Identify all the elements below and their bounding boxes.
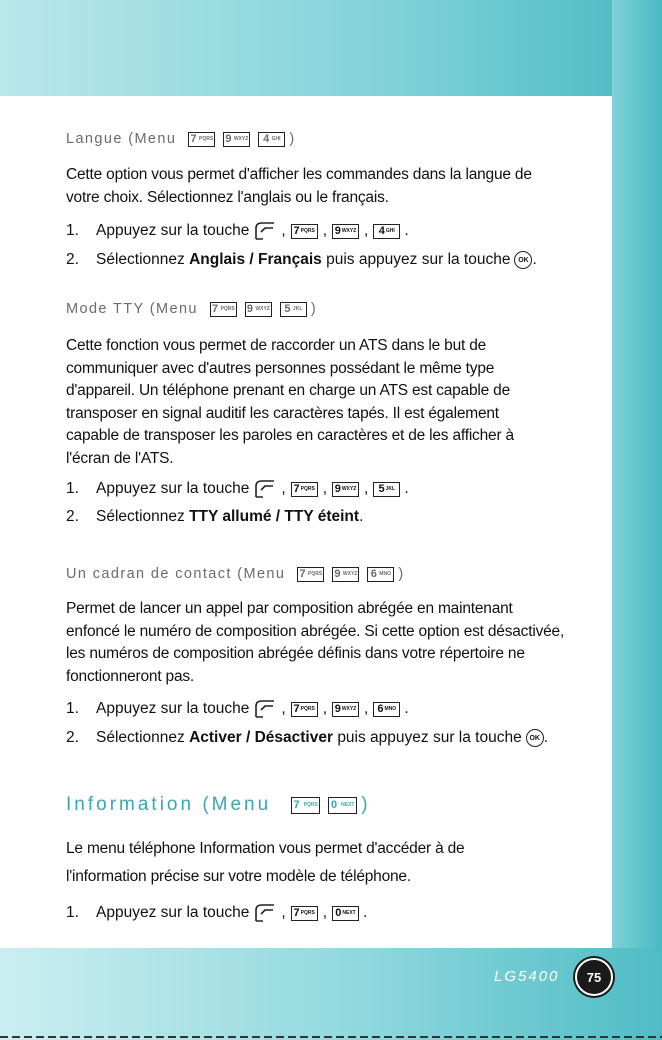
option-activer: Activer xyxy=(189,729,242,746)
step-text: . xyxy=(359,508,364,525)
key-digit: 5 xyxy=(284,302,292,315)
option-tty-on: TTY allumé xyxy=(189,508,272,525)
key-digit: 7 xyxy=(190,132,198,145)
key-6 xyxy=(373,702,400,717)
step-text: Appuyez sur la touche xyxy=(96,480,250,497)
step-text: Sélectionnez xyxy=(96,251,185,268)
key-letters: PQRS xyxy=(220,305,235,312)
step-number: 1. xyxy=(66,222,79,239)
key-9 xyxy=(332,567,359,582)
bottom-dashed-line xyxy=(0,1036,662,1038)
key-letters: GHI xyxy=(271,135,281,142)
heading-text: Un cadran de contact (Menu xyxy=(66,566,286,582)
key-4 xyxy=(258,132,285,147)
option-desactiver: Désactiver xyxy=(254,729,333,746)
step-text: Sélectionnez xyxy=(96,729,185,746)
paragraph-line: capable de transposer les paroles en caractères et de les afficher à xyxy=(66,427,514,445)
menu-key-icon xyxy=(252,478,278,500)
key-digit: 9 xyxy=(334,567,342,580)
step-text: puis appuyez sur la touche xyxy=(326,251,511,268)
menu-key-icon xyxy=(252,220,278,242)
section-paragraph-langue xyxy=(66,164,606,209)
paragraph-line: votre choix. Sélectionnez l'anglais ou le français. xyxy=(66,188,389,206)
menu-key-icon xyxy=(252,902,278,924)
paragraph-line: d'appareil. Un téléphone prenant en charge un ATS est capable de xyxy=(66,382,511,400)
section-paragraph-information xyxy=(66,835,606,891)
right-banner xyxy=(612,0,662,1040)
paragraph-line: Permet de lancer un appel par composition abrégée en maintenant xyxy=(66,600,513,617)
key-digit: 9 xyxy=(334,482,341,495)
key-digit: 4 xyxy=(263,132,271,145)
key-letters: WXYZ xyxy=(341,705,357,712)
step-1-information: 1. Appuyez sur la touche , 7 PQRS , 0 NEXT . xyxy=(66,902,367,924)
key-letters: WXYZ xyxy=(341,485,357,492)
step-text: Appuyez sur la touche xyxy=(96,222,250,239)
section-heading-tty: Mode TTY (Menu 7 PQRS 9 WXYZ 5 JKL ) xyxy=(66,301,318,317)
key-digit: 7 xyxy=(293,906,300,919)
paragraph-line: Le menu téléphone Information vous permet d'accéder à de xyxy=(66,840,465,857)
step-text: puis appuyez sur la touche xyxy=(337,729,522,746)
key-digit: 7 xyxy=(293,798,303,811)
step-text: Sélectionnez xyxy=(96,508,185,525)
heading-text: Mode TTY (Menu xyxy=(66,301,198,317)
key-0 xyxy=(332,906,359,921)
slash: / xyxy=(249,251,254,268)
paragraph-line: transposer en signal auditif les caractères tapés. Il est également xyxy=(66,404,499,422)
step-number: 2. xyxy=(66,508,79,525)
key-digit: 4 xyxy=(378,224,385,237)
key-digit: 0 xyxy=(330,798,341,811)
key-digit: 9 xyxy=(246,302,255,315)
step-1-langue: 1. Appuyez sur la touche , 7 PQRS , 9 WXYZ , 4 GHI . xyxy=(66,220,409,242)
ok-key-icon: OK xyxy=(526,729,544,747)
section-heading-information: Information (Menu 7 PQRS 0 NEXT ) xyxy=(66,794,371,815)
key-letters: JKL xyxy=(385,485,396,492)
key-9 xyxy=(332,482,359,497)
heading-text: Information (Menu xyxy=(66,794,272,815)
paragraph-line: fonctionneront pas. xyxy=(66,667,195,685)
key-7 xyxy=(188,132,215,147)
page-number-badge: 75 xyxy=(575,958,613,996)
step-1-cadran: 1. Appuyez sur la touche , 7 PQRS , 9 WXYZ , 6 MNO . xyxy=(66,698,409,720)
key-4 xyxy=(373,224,400,239)
paragraph-line: enfoncé le numéro de composition abrégée. Si cette option est désactivée, xyxy=(66,622,565,640)
key-digit: 0 xyxy=(335,906,342,919)
key-letters: WXYZ xyxy=(342,570,358,577)
ok-key-icon: OK xyxy=(514,251,532,269)
step-text: Appuyez sur la touche xyxy=(96,700,250,717)
key-7 xyxy=(291,224,318,239)
key-digit: 9 xyxy=(334,702,341,715)
key-7 xyxy=(291,906,318,921)
key-9 xyxy=(245,302,272,317)
key-9 xyxy=(223,132,250,147)
key-7 xyxy=(291,702,318,717)
step-1-tty: 1. Appuyez sur la touche , 7 PQRS , 9 WXYZ , 5 JKL . xyxy=(66,478,409,500)
key-digit: 9 xyxy=(334,224,341,237)
key-letters: NEXT xyxy=(341,801,355,808)
key-letters: GHI xyxy=(385,227,395,234)
key-7 xyxy=(210,302,237,317)
paragraph-line: les numéros de composition abrégée définis dans votre répertoire ne xyxy=(66,645,525,663)
step-2-langue: 2. Sélectionnez Anglais / Français puis appuyez sur la touche OK . xyxy=(66,251,537,268)
step-2-cadran: 2. Sélectionnez Activer / Désactiver puis appuyez sur la touche OK . xyxy=(66,729,549,746)
paragraph-line: communiquer avec d'autres personnes possédant le même type xyxy=(66,359,495,377)
key-5 xyxy=(373,482,400,497)
key-digit: 7 xyxy=(293,224,300,237)
key-letters: PQRS xyxy=(300,227,315,234)
key-letters: MNO xyxy=(384,705,397,712)
paragraph-line: l'information précise sur votre modèle de téléphone. xyxy=(66,868,411,885)
key-letters: NEXT xyxy=(342,909,356,916)
key-7 xyxy=(297,567,324,582)
key-digit: 7 xyxy=(299,567,308,580)
key-letters: PQRS xyxy=(308,570,323,577)
key-letters: WXYZ xyxy=(233,135,249,142)
key-digit: 5 xyxy=(378,482,385,495)
key-letters: WXYZ xyxy=(255,305,270,312)
section-heading-cadran: Un cadran de contact (Menu 7 PQRS 9 WXYZ 6 MNO ) xyxy=(66,566,405,582)
footer-model-name: LG5400 xyxy=(494,968,560,985)
key-letters: PQRS xyxy=(300,909,315,916)
step-2-tty xyxy=(66,508,363,526)
key-letters: WXYZ xyxy=(341,227,357,234)
key-letters: PQRS xyxy=(300,705,315,712)
key-letters: PQRS xyxy=(303,801,318,808)
key-9 xyxy=(332,224,359,239)
section-paragraph-cadran xyxy=(66,598,606,688)
option-tty-off: TTY éteint xyxy=(284,508,360,525)
key-digit: 6 xyxy=(377,702,384,715)
step-number: 2. xyxy=(66,729,79,746)
option-anglais: Anglais xyxy=(189,251,246,268)
key-digit: 6 xyxy=(370,567,379,580)
key-digit: 9 xyxy=(225,132,233,145)
slash: / xyxy=(275,508,281,525)
section-heading-langue: Langue (Menu 7 PQRS 9 WXYZ 4 GHI ) xyxy=(66,131,296,147)
key-letters: JKL xyxy=(292,305,303,312)
paragraph-line: l'écran de l'ATS. xyxy=(66,449,174,467)
step-number: 1. xyxy=(66,480,79,497)
key-digit: 7 xyxy=(293,482,300,495)
key-6 xyxy=(367,567,394,582)
paragraph-line: Cette fonction vous permet de raccorder un ATS dans le but de xyxy=(66,337,487,354)
paragraph-line: Cette option vous permet d'afficher les commandes dans la langue de xyxy=(66,166,532,183)
menu-key-icon xyxy=(252,698,278,720)
step-number: 1. xyxy=(66,700,79,717)
slash: / xyxy=(245,729,251,746)
key-7 xyxy=(291,797,320,814)
section-paragraph-tty xyxy=(66,335,606,471)
heading-text: Langue (Menu xyxy=(66,131,177,147)
key-letters: PQRS xyxy=(300,485,315,492)
key-5 xyxy=(280,302,307,317)
option-francais: Français xyxy=(258,251,322,268)
key-0 xyxy=(328,797,357,814)
key-letters: MNO xyxy=(379,570,391,577)
key-digit: 7 xyxy=(293,702,300,715)
bottom-banner xyxy=(0,948,662,1040)
step-text: Appuyez sur la touche xyxy=(96,904,250,921)
top-banner xyxy=(0,0,662,96)
key-letters: PQRS xyxy=(199,135,214,142)
step-number: 2. xyxy=(66,251,79,268)
key-9 xyxy=(332,702,359,717)
key-7 xyxy=(291,482,318,497)
step-number: 1. xyxy=(66,904,79,921)
key-digit: 7 xyxy=(212,302,220,315)
